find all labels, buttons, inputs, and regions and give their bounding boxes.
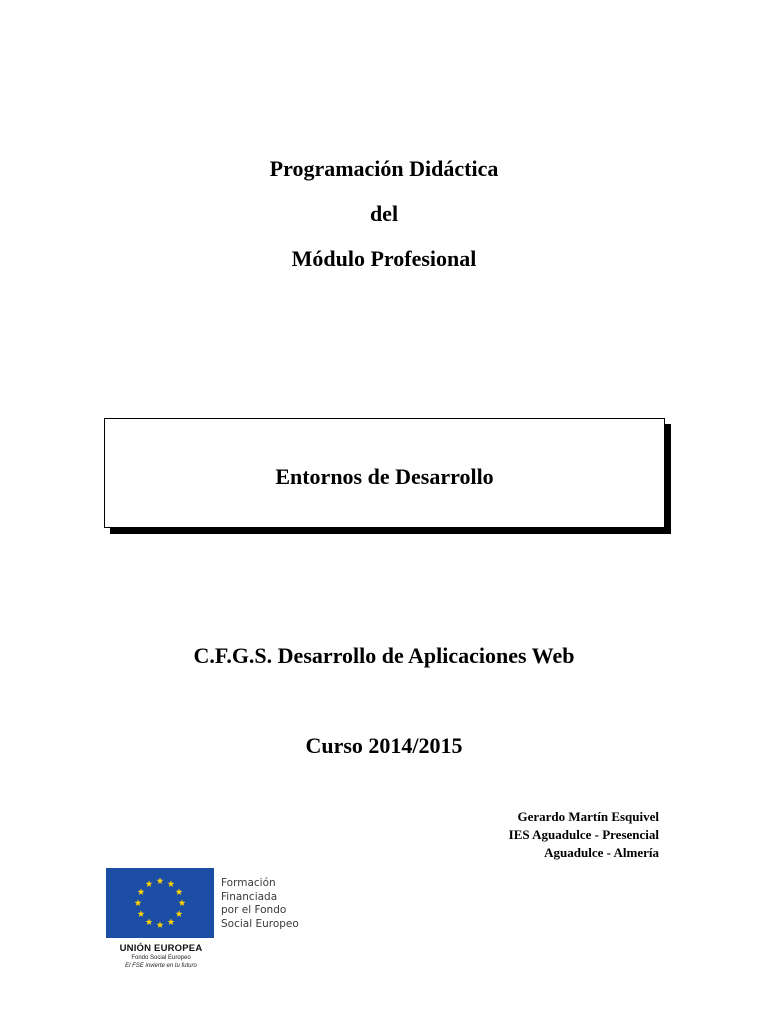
eu-fund: Fondo Social Europeo: [131, 955, 191, 961]
title-line-3: Módulo Profesional: [291, 246, 477, 271]
author-name: Gerardo Martín Esquivel: [517, 809, 659, 824]
eu-star-icon: [135, 899, 142, 906]
author-school: IES Aguadulce - Presencial: [508, 827, 659, 842]
author-location: Aguadulce - Almería: [544, 845, 659, 860]
eu-star-icon: [168, 918, 175, 925]
eu-star-icon: [179, 899, 186, 906]
author-block: [509, 808, 659, 862]
eu-logo: [106, 868, 216, 972]
funding-note: [221, 877, 299, 931]
funding-note-line: por el Fondo: [221, 904, 287, 916]
title-line-1: Programación Didáctica: [269, 156, 499, 181]
course-year: Curso 2014/2015: [305, 733, 463, 758]
eu-star-icon: [168, 880, 175, 887]
eu-flag-icon: [106, 868, 214, 938]
eu-star-icon: [138, 910, 145, 917]
eu-star-icon: [146, 918, 153, 925]
eu-star-icon: [157, 877, 164, 884]
module-name-box: [104, 418, 665, 528]
cycle-name: C.F.G.S. Desarrollo de Aplicaciones Web: [193, 643, 575, 668]
module-name: Entornos de Desarrollo: [275, 464, 494, 489]
eu-star-icon: [138, 888, 145, 895]
funding-note-line: Social Europeo: [221, 917, 299, 930]
eu-name: UNIÓN EUROPEA: [119, 943, 203, 954]
document-title: [0, 146, 768, 281]
title-line-2: del: [369, 201, 399, 226]
funding-note-line: Formación: [221, 877, 276, 889]
funding-note-line: Financiada: [221, 890, 278, 903]
eu-star-icon: [157, 921, 164, 928]
eu-star-icon: [176, 910, 183, 917]
eu-star-icon: [176, 888, 183, 895]
eu-stars-icon: [106, 868, 214, 938]
eu-motto: El FSE invierte en tu futuro: [125, 963, 197, 969]
eu-star-icon: [146, 880, 153, 887]
